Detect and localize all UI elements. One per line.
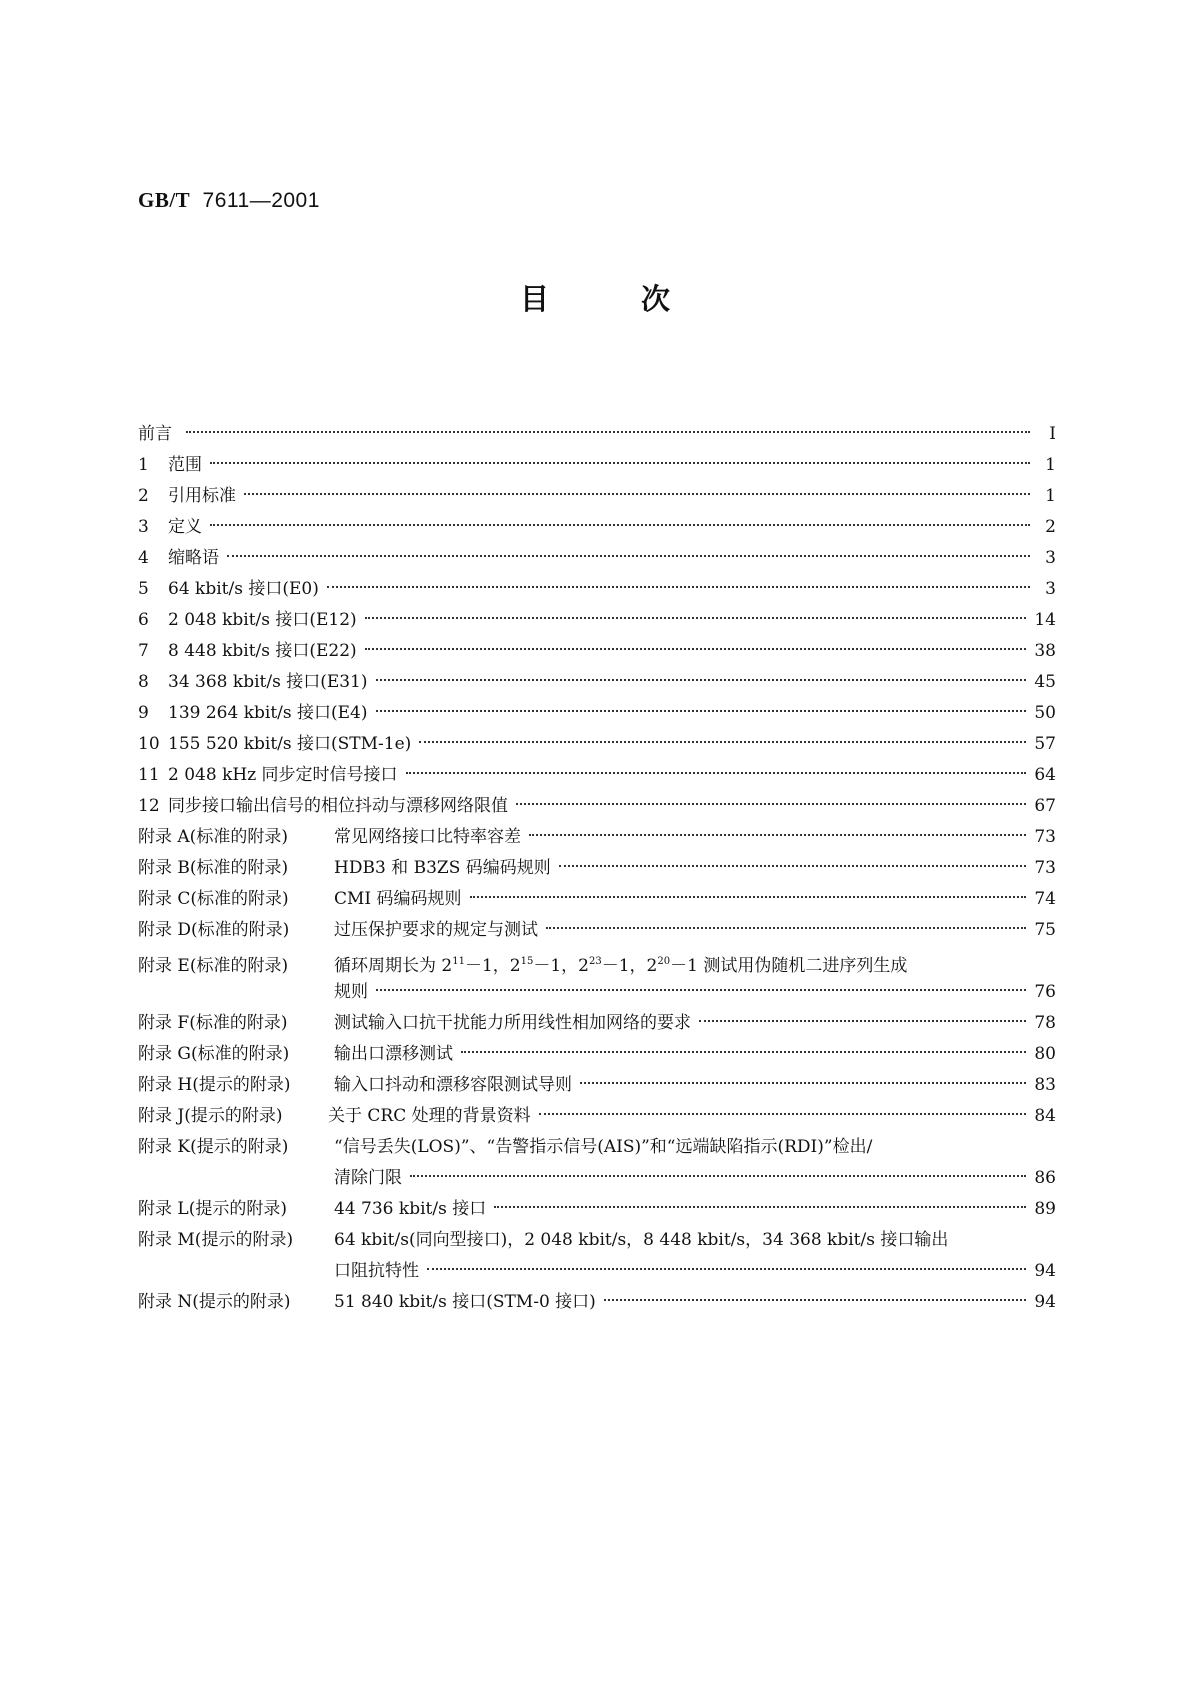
toc-number: 4 xyxy=(138,548,149,568)
toc-number: 附录 G(标准的附录) xyxy=(138,1044,290,1064)
toc-number: 附录 A(标准的附录) xyxy=(138,827,288,847)
toc-entry-foreword[interactable] xyxy=(138,419,1056,450)
toc-entry-9[interactable] xyxy=(138,698,1056,729)
dot-leader xyxy=(406,772,1027,774)
toc-number: 7 xyxy=(138,641,149,661)
toc-entry-appendix-h[interactable] xyxy=(138,1070,1056,1101)
toc-number: 11 xyxy=(138,765,160,785)
dot-leader xyxy=(210,524,1030,526)
toc-title: 64 kbit/s(同向型接口)，2 048 kbit/s，8 448 kbit/s，34 368 kbit/s 接口输出 xyxy=(334,1230,949,1250)
toc-title: 引用标准 xyxy=(168,486,236,506)
toc-entry-appendix-f[interactable] xyxy=(138,1008,1056,1039)
toc-title: 缩略语 xyxy=(168,548,219,568)
toc-entry-4[interactable] xyxy=(138,543,1056,574)
toc-page: 89 xyxy=(1034,1199,1056,1219)
toc-entry-10[interactable] xyxy=(138,729,1056,760)
toc-page: 38 xyxy=(1034,641,1056,661)
toc-page: 84 xyxy=(1034,1106,1056,1126)
dot-leader xyxy=(546,927,1026,929)
toc-page: 50 xyxy=(1034,703,1056,723)
toc-entry-8[interactable] xyxy=(138,667,1056,698)
toc-number: 附录 C(标准的附录) xyxy=(138,889,289,909)
toc-title: 测试输入口抗干扰能力所用线性相加网络的要求 xyxy=(334,1013,691,1033)
toc-number: 12 xyxy=(138,796,160,816)
toc-number: 8 xyxy=(138,672,149,692)
dot-leader xyxy=(494,1206,1026,1208)
toc-page: 80 xyxy=(1034,1044,1056,1064)
toc-page: 57 xyxy=(1034,734,1056,754)
toc-page: 2 xyxy=(1045,517,1056,537)
page-title-part-2: 次 xyxy=(641,282,672,316)
toc-title: CMI 码编码规则 xyxy=(334,889,462,909)
dot-leader xyxy=(529,834,1026,836)
toc-page: 14 xyxy=(1034,610,1056,630)
dot-leader xyxy=(327,586,1030,588)
toc-number: 附录 K(提示的附录) xyxy=(138,1137,289,1157)
toc-title: 范围 xyxy=(168,455,202,475)
toc-title: 常见网络接口比特率容差 xyxy=(334,827,521,847)
toc-page: 94 xyxy=(1034,1292,1056,1312)
toc-entry-7[interactable] xyxy=(138,636,1056,667)
standard-number xyxy=(138,188,320,213)
toc-number: 附录 L(提示的附录) xyxy=(138,1199,287,1219)
toc-entry-appendix-e[interactable] xyxy=(138,946,1056,1008)
toc-title: 64 kbit/s 接口(E0) xyxy=(168,579,319,599)
dot-leader xyxy=(580,1082,1026,1084)
toc-entry-6[interactable] xyxy=(138,605,1056,636)
toc-number: 附录 M(提示的附录) xyxy=(138,1230,294,1250)
dot-leader xyxy=(470,896,1027,898)
toc-page: 94 xyxy=(1034,1261,1056,1281)
toc-entry-11[interactable] xyxy=(138,760,1056,791)
toc-number: 5 xyxy=(138,579,149,599)
dot-leader xyxy=(365,648,1027,650)
toc-page: 86 xyxy=(1034,1168,1056,1188)
dot-leader xyxy=(376,679,1027,681)
toc-page: 76 xyxy=(1034,982,1056,1002)
toc-page: 75 xyxy=(1034,920,1056,940)
toc-entry-appendix-b[interactable] xyxy=(138,853,1056,884)
dot-leader xyxy=(244,493,1030,495)
toc-number: 1 xyxy=(138,455,149,475)
toc-number: 附录 E(标准的附录) xyxy=(138,956,289,976)
toc-title: 循环周期长为 $2^{11}-1$，$2^{15}-1$，$2^{23}-1$，$2^{20}-1$ 测试用伪随机二进序列生成 xyxy=(334,956,908,976)
dot-leader xyxy=(376,710,1027,712)
toc-page: 45 xyxy=(1034,672,1056,692)
dot-leader xyxy=(604,1299,1027,1301)
dot-leader xyxy=(419,741,1026,743)
toc-number: 附录 H(提示的附录) xyxy=(138,1075,291,1095)
toc-page: Ⅰ xyxy=(1049,424,1056,444)
toc-title: 关于 CRC 处理的背景资料 xyxy=(328,1106,531,1126)
toc-number: 9 xyxy=(138,703,149,723)
toc-number: 附录 N(提示的附录) xyxy=(138,1292,291,1312)
dot-leader xyxy=(365,617,1027,619)
toc-page: 73 xyxy=(1034,827,1056,847)
toc-title-continued: 规则 xyxy=(334,982,368,1002)
dot-leader xyxy=(186,431,1030,433)
table-of-contents xyxy=(138,419,1056,1318)
toc-number: 6 xyxy=(138,610,149,630)
dot-leader xyxy=(410,1175,1026,1177)
dot-leader xyxy=(461,1051,1026,1053)
toc-title: 2 048 kHz 同步定时信号接口 xyxy=(168,765,398,785)
toc-entry-appendix-n[interactable] xyxy=(138,1287,1056,1318)
toc-number: 3 xyxy=(138,517,149,537)
dot-leader xyxy=(427,1268,1026,1270)
toc-page: 74 xyxy=(1034,889,1056,909)
toc-title: 44 736 kbit/s 接口 xyxy=(334,1199,487,1219)
toc-title: 输入口抖动和漂移容限测试导则 xyxy=(334,1075,572,1095)
toc-page: 1 xyxy=(1045,486,1056,506)
toc-title: 过压保护要求的规定与测试 xyxy=(334,920,538,940)
standard-prefix: GB/T xyxy=(138,188,191,212)
toc-title: 155 520 kbit/s 接口(STM-1e) xyxy=(168,734,412,754)
toc-page: 73 xyxy=(1034,858,1056,878)
toc-page: 67 xyxy=(1034,796,1056,816)
toc-entry-1[interactable] xyxy=(138,450,1056,481)
toc-entry-appendix-l[interactable] xyxy=(138,1194,1056,1225)
toc-title: 51 840 kbit/s 接口(STM-0 接口) xyxy=(334,1292,596,1312)
toc-number: 附录 F(标准的附录) xyxy=(138,1013,288,1033)
toc-entry-appendix-k[interactable] xyxy=(138,1132,1056,1194)
toc-entry-2[interactable] xyxy=(138,481,1056,512)
toc-entry-5[interactable] xyxy=(138,574,1056,605)
dot-leader xyxy=(516,803,1026,805)
dot-leader xyxy=(210,462,1030,464)
toc-title: HDB3 和 B3ZS 码编码规则 xyxy=(334,858,551,878)
dot-leader xyxy=(376,989,1026,991)
dot-leader xyxy=(699,1020,1026,1022)
toc-entry-appendix-j[interactable] xyxy=(138,1101,1056,1132)
toc-title: 139 264 kbit/s 接口(E4) xyxy=(168,703,368,723)
toc-label: 前言 xyxy=(138,424,172,444)
standard-code: 7611—2001 xyxy=(202,189,320,212)
toc-number: 10 xyxy=(138,734,160,754)
toc-page: 78 xyxy=(1034,1013,1056,1033)
toc-title: 8 448 kbit/s 接口(E22) xyxy=(168,641,357,661)
dot-leader xyxy=(227,555,1030,557)
toc-title: 定义 xyxy=(168,517,202,537)
toc-title-continued: 清除门限 xyxy=(334,1168,402,1188)
dot-leader xyxy=(539,1113,1027,1115)
toc-entry-appendix-m[interactable] xyxy=(138,1225,1056,1287)
toc-number: 附录 D(标准的附录) xyxy=(138,920,290,940)
toc-title: 同步接口输出信号的相位抖动与漂移网络限值 xyxy=(168,796,508,816)
toc-title: “信号丢失(LOS)”、“告警指示信号(AIS)”和“远端缺陷指示(RDI)”检出/ xyxy=(334,1137,873,1157)
toc-title: 输出口漂移测试 xyxy=(334,1044,453,1064)
toc-entry-appendix-d[interactable] xyxy=(138,915,1056,946)
toc-entry-appendix-g[interactable] xyxy=(138,1039,1056,1070)
toc-entry-appendix-c[interactable] xyxy=(138,884,1056,915)
toc-number: 附录 J(提示的附录) xyxy=(138,1106,283,1126)
toc-page: 3 xyxy=(1045,579,1056,599)
toc-entry-appendix-a[interactable] xyxy=(138,822,1056,853)
toc-page: 83 xyxy=(1034,1075,1056,1095)
toc-number: 2 xyxy=(138,486,149,506)
toc-page: 1 xyxy=(1045,455,1056,475)
dot-leader xyxy=(559,865,1027,867)
toc-title: 34 368 kbit/s 接口(E31) xyxy=(168,672,368,692)
toc-entry-12[interactable] xyxy=(138,791,1056,822)
page-title-part-1: 目 xyxy=(520,282,551,316)
toc-entry-3[interactable] xyxy=(138,512,1056,543)
toc-page: 64 xyxy=(1034,765,1056,785)
toc-number: 附录 B(标准的附录) xyxy=(138,858,289,878)
toc-title: 2 048 kbit/s 接口(E12) xyxy=(168,610,357,630)
toc-page: 3 xyxy=(1045,548,1056,568)
toc-title-continued: 口阻抗特性 xyxy=(334,1261,419,1281)
